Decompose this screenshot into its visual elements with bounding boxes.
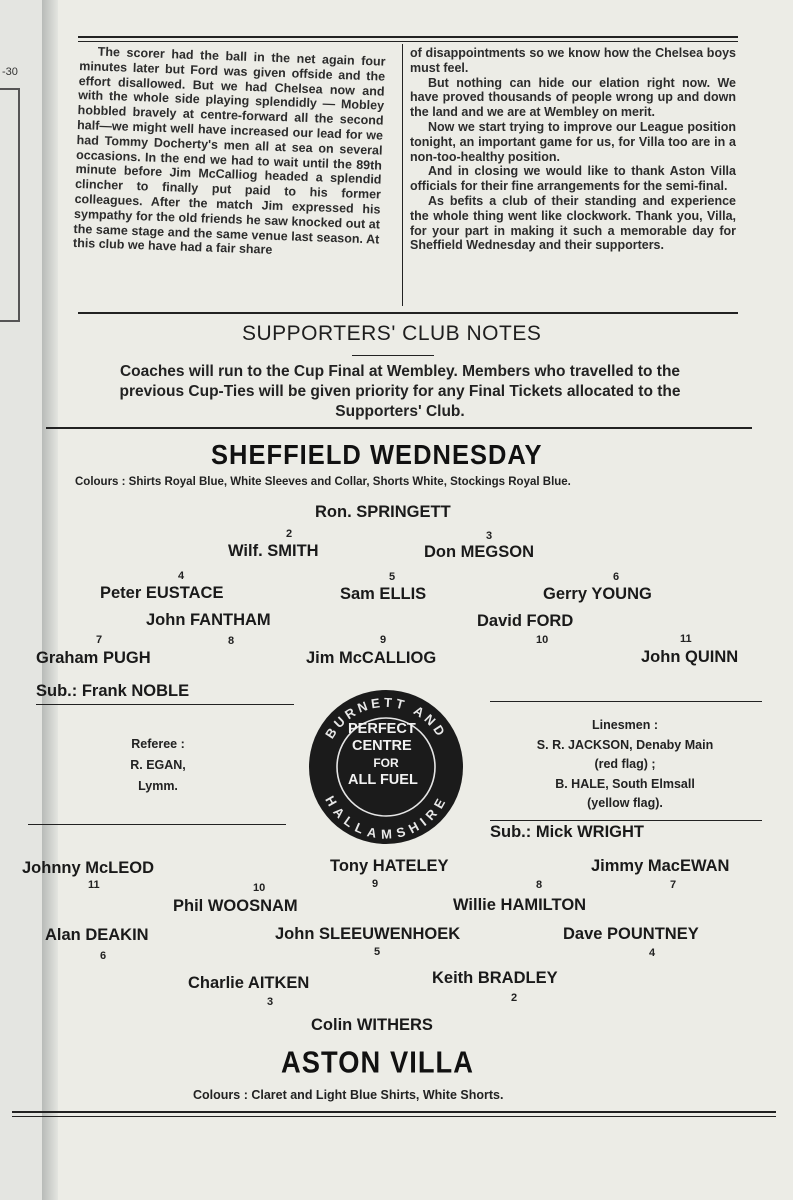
away-player-sleeuwenhoek: John SLEEUWENHOEK — [275, 925, 461, 943]
supporters-club-notes — [60, 362, 740, 422]
home-number-6: 6 — [613, 571, 620, 583]
article-bottom-rule — [78, 312, 738, 314]
home-player-pugh: Graham PUGH — [36, 649, 151, 667]
logo-line-1: PERFECT — [348, 721, 416, 737]
logo-line-4: ALL FUEL — [348, 772, 418, 788]
home-player-6: Gerry YOUNG — [543, 585, 652, 603]
supporters-line-1: Coaches will run to the Cup Final at Wembley. Members who travelled to the — [119, 363, 681, 380]
bottom-rule — [12, 1111, 776, 1113]
away-player-macewan: Jimmy MacEWAN — [591, 857, 730, 875]
supporters-line-2: previous Cup-Ties will be given priority for any Final Tickets allocated to the — [119, 383, 681, 400]
home-number-7: 7 — [96, 634, 103, 646]
home-number-11: 11 — [680, 633, 692, 645]
home-player-mccalliog: Jim McCALLIOG — [306, 649, 437, 667]
home-number-5: 5 — [389, 571, 396, 583]
away-number-9: 9 — [372, 878, 379, 890]
supporters-title-underline — [352, 355, 434, 356]
away-player-deakin: Alan DEAKIN — [45, 926, 149, 944]
home-player-1: Ron. SPRINGETT — [315, 503, 451, 521]
away-number-10: 10 — [253, 882, 266, 894]
home-number-10: 10 — [536, 634, 549, 646]
away-number-7: 7 — [670, 879, 677, 891]
away-player-aitken: Charlie AITKEN — [188, 974, 310, 992]
away-player-pountney: Dave POUNTNEY — [563, 925, 699, 943]
away-team-title: ASTON VILLA — [281, 1044, 475, 1080]
linesmen-top-rule — [490, 701, 762, 702]
referee-label: Referee : — [131, 737, 185, 751]
previous-page-frame — [0, 88, 20, 322]
referee-town: Lymm. — [138, 779, 178, 793]
previous-page-fragment: -30 — [2, 66, 18, 78]
home-player-quinn: John QUINN — [641, 648, 739, 666]
article-column-right — [410, 46, 736, 253]
article-col2-p2: But nothing can hide our elation right now. We have proved thousands of people wrong up and down the land and we are at Wembley on merit. — [410, 75, 736, 120]
article-col2-p4: And in closing we would like to thank Aston Villa officials for their fine arrangements for the semi-final. — [410, 164, 736, 194]
article-col2-p1: of disappointments so we know how the Chelsea boys must feel. — [410, 46, 736, 75]
article-col2-p3: Now we start trying to improve our League position tonight, an important game for us, for Villa too are in a non-too-healthy position. — [410, 119, 736, 164]
away-player-hateley: Tony HATELEY — [330, 857, 449, 875]
article-col1-text: The scorer had the ball in the net again four minutes later but Ford was given offside and the effort disallowed. But we had Chelsea now and with the whole side playing splendidly — Mobley hobbled bravely at centre-forward all the second half—we might well have increased our lead for we had Tommy Docherty's men all at sea on several occasions. In the end we had to wait until the 89th minute before Jim McCalliog headed a splendid clincher to finally put paid to his former colleagues. After the match Jim expressed his sympathy for the old friends he saw knocked out at the same stage and the same venue last season. At this club we have had a fair share — [72, 44, 386, 258]
linesman-1-flag: (red flag) ; — [594, 757, 656, 771]
home-number-3: 3 — [486, 530, 493, 542]
away-number-2: 2 — [511, 992, 518, 1004]
top-rule-thin — [78, 41, 738, 42]
column-divider — [402, 44, 403, 306]
away-player-withers: Colin WITHERS — [311, 1016, 433, 1034]
home-number-9: 9 — [380, 634, 387, 646]
logo-ring-bottom-text: HALLAMSHIRE — [322, 793, 450, 842]
linesman-2-flag: (yellow flag). — [587, 796, 663, 810]
top-rule — [78, 36, 738, 38]
away-number-6: 6 — [100, 950, 107, 962]
linesmen-block — [500, 716, 750, 814]
home-number-4: 4 — [178, 570, 185, 582]
bottom-rule-thin — [12, 1116, 776, 1117]
away-substitute: Sub.: Mick WRIGHT — [490, 823, 644, 841]
linesman-2: B. HALE, South Elmsall — [555, 776, 695, 791]
away-team-colours: Colours : Claret and Light Blue Shirts, White Shorts. — [193, 1088, 504, 1102]
home-player-5: Sam ELLIS — [340, 585, 427, 603]
away-number-5: 5 — [374, 946, 381, 958]
home-number-2: 2 — [286, 528, 293, 540]
logo-ring-top-text: BURNETT AND — [322, 694, 450, 742]
home-player-3: Don MEGSON — [424, 543, 534, 561]
article-column-left — [73, 44, 386, 262]
referee-block — [108, 734, 208, 797]
away-player-woosnam: Phil WOOSNAM — [173, 897, 298, 915]
previous-page-edge — [0, 0, 42, 1200]
home-substitute: Sub.: Frank NOBLE — [36, 682, 190, 700]
away-player-mcleod: Johnny McLEOD — [22, 859, 155, 877]
away-number-11: 11 — [88, 879, 100, 891]
logo-line-2: CENTRE — [352, 738, 412, 754]
away-number-3: 3 — [267, 996, 274, 1008]
supporters-club-title: SUPPORTERS' CLUB NOTES — [242, 322, 542, 345]
away-number-8: 8 — [536, 879, 543, 891]
logo-slogan — [348, 721, 418, 789]
home-player-ford: David FORD — [477, 612, 574, 630]
supporters-bottom-rule — [46, 427, 752, 429]
referee-bottom-rule — [28, 824, 286, 825]
article-col2-p5: As befits a club of their standing and experience the whole thing went like clockwork. Thank you, Villa, for your part in making it such a memorable day for Sheffield Wednesday and their supporters. — [410, 193, 736, 253]
linesmen-label: Linesmen : — [592, 718, 658, 732]
home-player-4: Peter EUSTACE — [100, 584, 224, 602]
supporters-line-3: Supporters' Club. — [335, 403, 465, 420]
home-team-colours: Colours : Shirts Royal Blue, White Sleeves and Collar, Shorts White, Stockings Royal Blue. — [75, 476, 571, 488]
linesman-1: S. R. JACKSON, Denaby Main — [536, 737, 714, 752]
home-number-8: 8 — [228, 635, 235, 647]
referee-name: R. EGAN, — [130, 758, 186, 772]
home-player-2: Wilf. SMITH — [228, 542, 319, 560]
away-player-bradley: Keith BRADLEY — [432, 969, 558, 987]
linesmen-bottom-rule — [490, 820, 762, 821]
home-team-title: SHEFFIELD WEDNESDAY — [211, 440, 543, 471]
away-number-4: 4 — [649, 947, 656, 959]
home-player-fantham: John FANTHAM — [146, 611, 271, 629]
logo-line-3: FOR — [373, 756, 399, 770]
away-player-hamilton: Willie HAMILTON — [453, 896, 587, 914]
home-sub-rule — [36, 704, 294, 705]
